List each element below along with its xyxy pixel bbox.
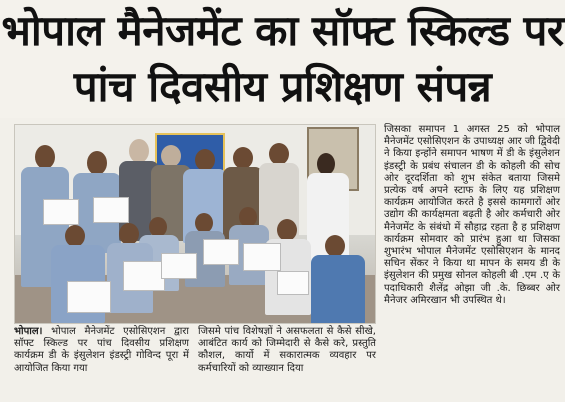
certificate xyxy=(93,197,129,223)
column-3-text: जिसका समापन 1 अगस्त 25 को भोपाल मैनेजमेंट एसोसिएशन के उपाध्यक्ष आर जी द्विवेदी ने किया इन्होंने समापन भाषण में डी के इंसुलेशन इंडस्ट्री के प्रबंध संचालन डी के कोहली की सोच ओर दूरदर्शिता को शुभ संकेत बताया जिसमे प्रत्येक वर्ष अपने स्टाफ के लिए यह प्रशिक्षण कार्यक्रम आयोजित करते है इससे कामगारों ओर उद्योग की कार्यक्षमता बढ़ती है ओर कर्मचारी ओर मैनेजमेंट के संबंधो में सौहाद्र रहता है ह प्रशिक्षण कार्यक्रम सोमवार को प्रारंभ हुआ था जिसका शुभारंभ भोपाल मैनेजमेंट एसोसिएशन के मानद सचिन सेंकर ने किया था मापन के समय डी के इंसुलेशन की प्रमुख सोनल कोहली बी .एम .ए के पदाधिकारी शैलेंद्र ओझा जी .के. छिब्बर ओर मैनेजर अमिरखान भी उपस्थित थे। xyxy=(384,124,560,306)
group-photo xyxy=(14,124,376,324)
certificate xyxy=(243,243,281,271)
article-column-3 xyxy=(384,124,560,307)
certificate xyxy=(203,239,239,265)
headline xyxy=(0,0,565,118)
column-2-text: जिसमे पांच विशेषज्ञों ने असफलता से कैसे सीखे, आबंटित कार्य को जिम्मेदारी से कैसे करे, प्रस्तुति कौशल, कार्यो में सकारात्मक व्यवहार पर कर्मचारियों को व्याख्यान दिया xyxy=(198,326,376,374)
article-column-2 xyxy=(198,326,376,375)
certificate xyxy=(277,271,309,295)
headline-line-2: पांच दिवसीय प्रशिक्षण संपन्न xyxy=(73,62,492,111)
certificate xyxy=(43,199,79,225)
dateline: भोपाल। xyxy=(14,326,43,337)
article-column-1 xyxy=(14,326,189,375)
headline-line-1: भोपाल मैनेजमेंट का सॉफ्ट स्किल्ड पर xyxy=(1,6,564,55)
certificate xyxy=(67,281,111,313)
certificate xyxy=(123,261,165,291)
certificate xyxy=(161,253,197,279)
column-1-text: भोपाल मैनेजमेंट एसोसिएशन द्वारा सॉफ्ट स्किल्ड पर पांच दिवसीय प्रशिक्षण कार्यक्रम डी के इंसुलेशन इंडस्ट्री गोविन्द पूरा में आयोजित किया गया xyxy=(14,326,189,374)
